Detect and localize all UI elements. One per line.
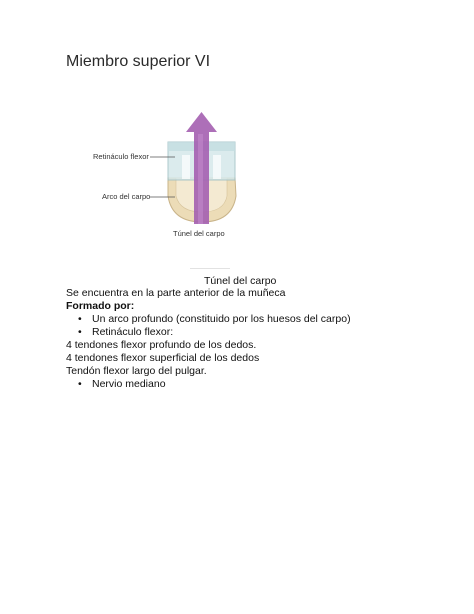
list-item (66, 378, 446, 391)
formado-label-text: Formado por: (66, 300, 135, 312)
tendones-profundo-line: 4 tendones flexor profundo de los dedos. (66, 339, 257, 351)
tendones-superficial-line: 4 tendones flexor superficial de los dedos (66, 352, 260, 364)
bullet-icon: • (78, 313, 82, 325)
label-retinaculo: Retináculo flexor (93, 152, 149, 161)
label-arco: Arco del carpo (102, 192, 151, 201)
list-item (66, 313, 446, 326)
bullet-text: Nervio mediano (92, 378, 166, 390)
intro-line: Se encuentra en la parte anterior de la muñeca (66, 287, 286, 299)
carpal-tunnel-illustration (80, 100, 270, 250)
figure-caption: Túnel del carpo (204, 275, 277, 287)
pulgar-line: Tendón flexor largo del pulgar. (66, 365, 207, 377)
bullet-icon: • (78, 326, 82, 338)
bullet-text: Retináculo flexor: (92, 326, 174, 338)
carpal-tunnel-figure (80, 100, 270, 250)
bullet-icon: • (78, 378, 82, 390)
page-title: Miembro superior VI (66, 53, 211, 70)
formado-label (66, 300, 446, 313)
caption-divider (190, 268, 230, 269)
label-tunel: Túnel del carpo (173, 229, 225, 238)
body-text (66, 287, 446, 391)
list-item (66, 326, 446, 339)
bullet-text: Un arco profundo (constituido por los huesos del carpo) (92, 313, 351, 325)
